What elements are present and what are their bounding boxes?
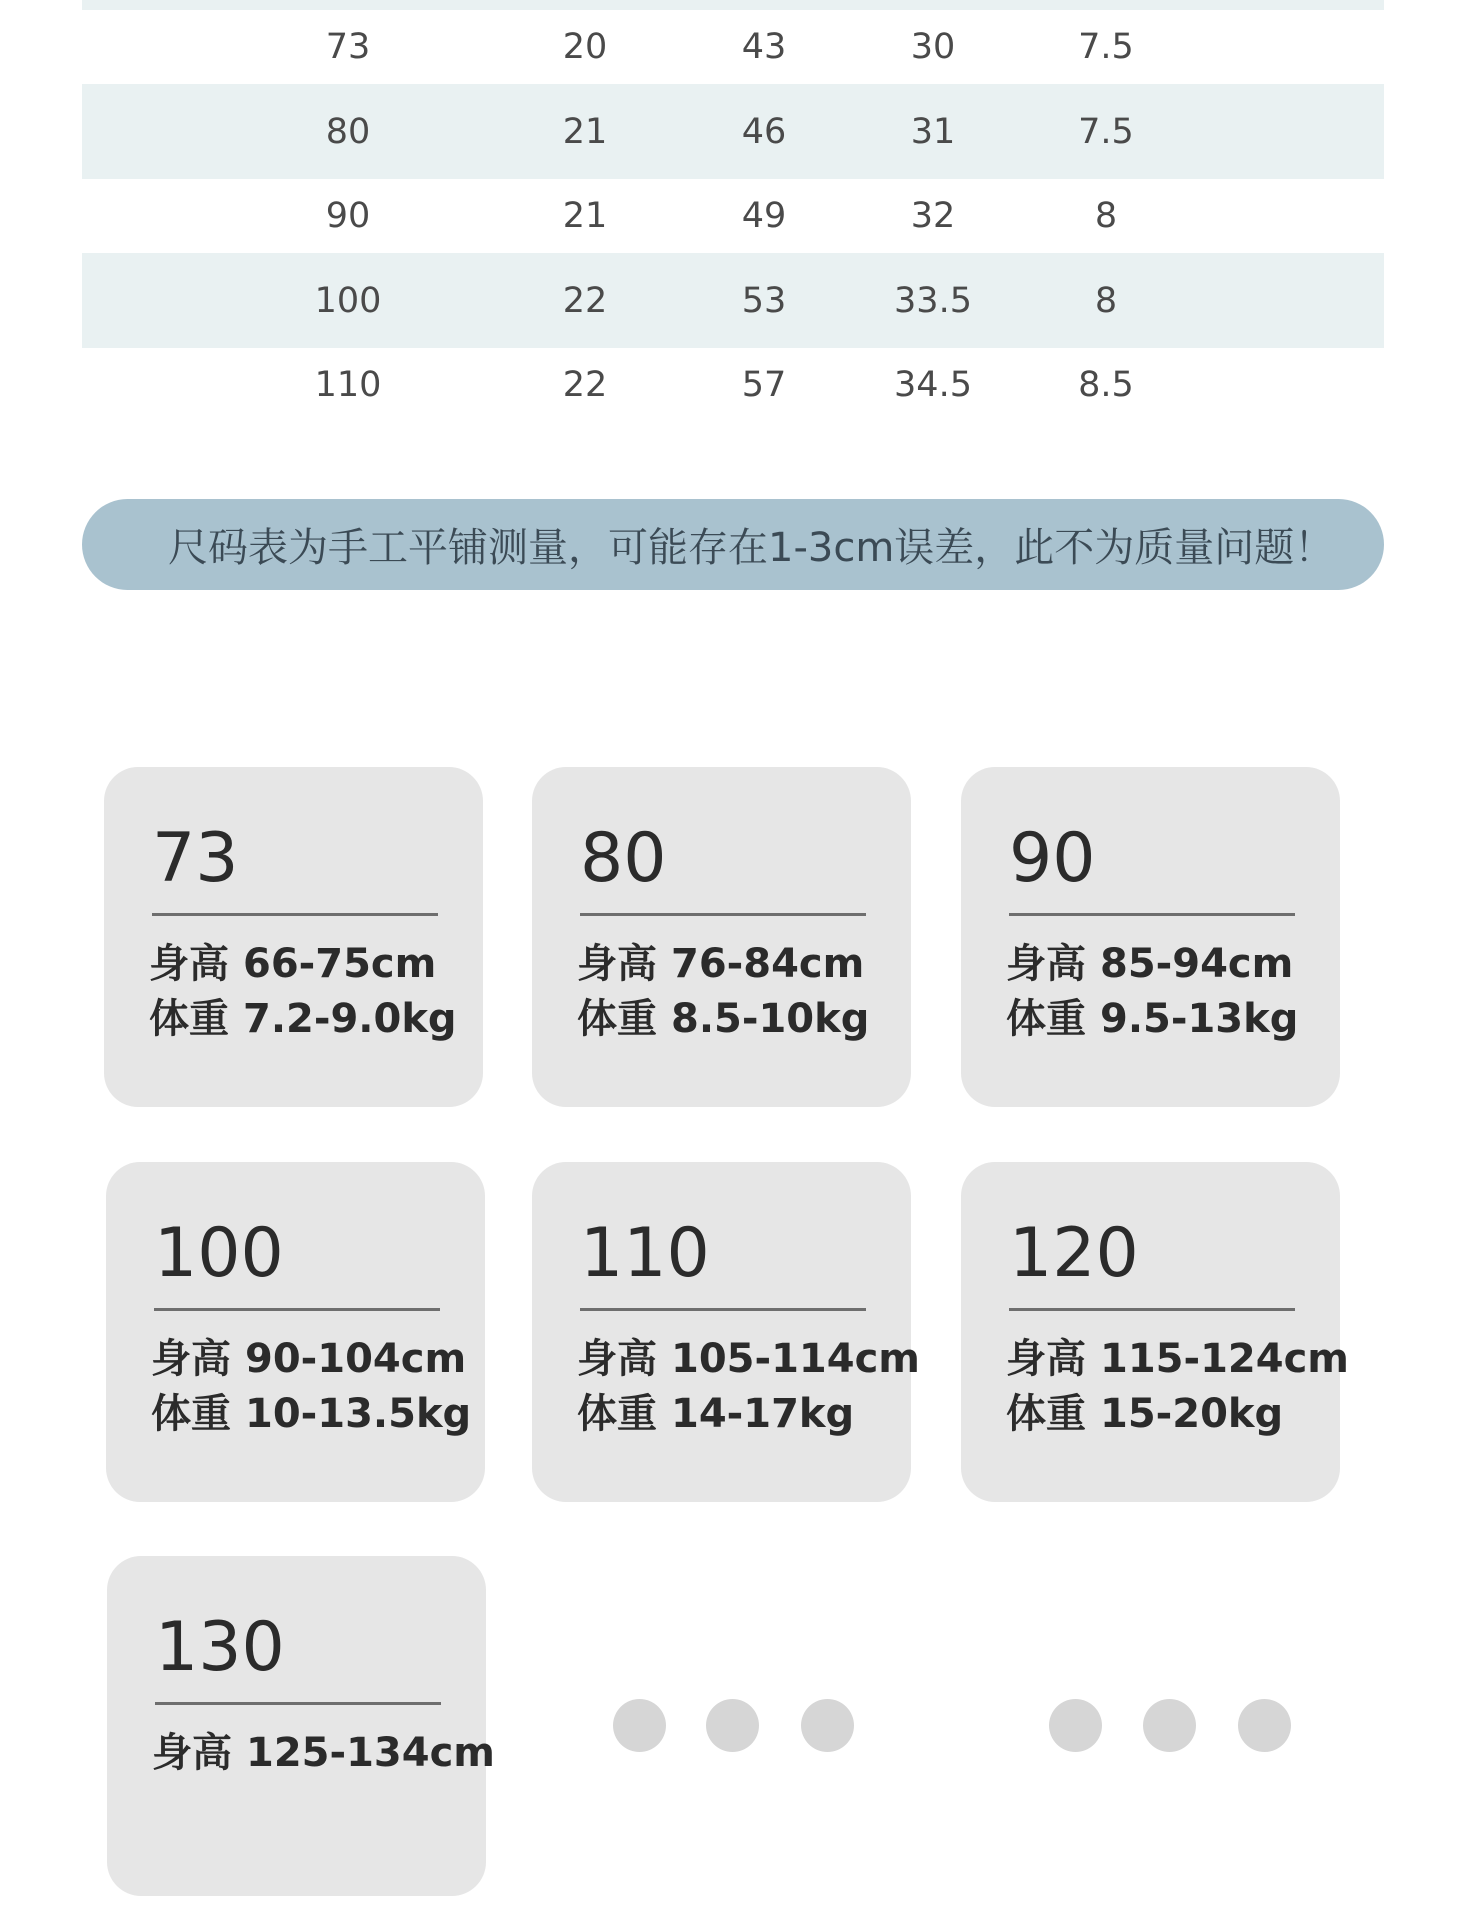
table-cell: 31 — [910, 111, 956, 152]
measurement-note-text: 尺码表为手工平铺测量，可能存在1-3cm误差，此不为质量问题！ — [168, 525, 1335, 571]
card-height-line — [577, 1336, 920, 1382]
card-weight-line — [577, 996, 870, 1042]
table-cell: 33.5 — [894, 280, 972, 321]
table-cell: 30 — [910, 27, 956, 67]
card-height-line — [1006, 941, 1294, 987]
weight-label: 体重 — [1006, 996, 1086, 1042]
weight-value: 7.2-9.0kg — [243, 996, 457, 1042]
size-card[interactable] — [532, 1162, 920, 1502]
height-value: 85-94cm — [1100, 941, 1294, 987]
height-label: 身高 — [151, 1336, 231, 1382]
size-card[interactable] — [961, 767, 1340, 1107]
card-divider — [154, 1308, 440, 1311]
table-row — [82, 84, 1384, 179]
card-size-label: 110 — [580, 1214, 710, 1293]
height-label: 身高 — [577, 1336, 657, 1382]
table-cell: 20 — [562, 27, 608, 67]
weight-label: 体重 — [149, 996, 229, 1042]
placeholder-dot — [801, 1699, 854, 1752]
table-cell: 22 — [562, 365, 608, 405]
card-divider — [1009, 1308, 1295, 1311]
table-cell: 57 — [741, 365, 787, 405]
table-cell: 110 — [314, 365, 382, 405]
card-height-line — [149, 941, 437, 987]
weight-value: 9.5-13kg — [1100, 996, 1299, 1042]
card-divider — [580, 1308, 866, 1311]
placeholder-dot — [613, 1699, 666, 1752]
table-cell: 32 — [910, 196, 956, 236]
placeholder-dot — [706, 1699, 759, 1752]
height-label: 身高 — [1006, 941, 1086, 987]
table-row — [82, 348, 1384, 422]
height-value: 125-134cm — [246, 1730, 495, 1776]
weight-label: 体重 — [1006, 1391, 1086, 1437]
height-label: 身高 — [577, 941, 657, 987]
card-divider — [155, 1702, 441, 1705]
weight-label: 体重 — [151, 1391, 231, 1437]
size-table — [82, 0, 1384, 422]
table-cell: 80 — [325, 111, 371, 152]
size-card[interactable] — [107, 1556, 495, 1896]
size-card[interactable] — [532, 767, 911, 1107]
card-height-line — [152, 1730, 495, 1776]
table-row — [82, 253, 1384, 348]
card-size-label: 90 — [1009, 819, 1096, 898]
card-size-label: 80 — [580, 819, 667, 898]
table-cell: 53 — [741, 280, 787, 321]
card-size-label: 120 — [1009, 1214, 1139, 1293]
table-cell: 90 — [325, 196, 371, 236]
table-row — [82, 10, 1384, 84]
table-row — [82, 179, 1384, 253]
placeholder-dot — [1143, 1699, 1196, 1752]
card-weight-line — [149, 996, 457, 1042]
size-card[interactable] — [961, 1162, 1349, 1502]
card-height-line — [577, 941, 865, 987]
table-cell: 21 — [562, 111, 608, 152]
table-cell: 8 — [1094, 280, 1118, 321]
table-cell: 7.5 — [1078, 111, 1134, 152]
height-value: 105-114cm — [671, 1336, 920, 1382]
table-cell: 8.5 — [1078, 365, 1134, 405]
table-cell: 7.5 — [1078, 27, 1134, 67]
weight-value: 14-17kg — [671, 1391, 855, 1437]
height-label: 身高 — [152, 1730, 232, 1776]
card-weight-line — [577, 1391, 855, 1437]
table-cell: 21 — [562, 196, 608, 236]
table-cell: 22 — [562, 280, 608, 321]
card-weight-line — [151, 1391, 472, 1437]
table-cell: 46 — [741, 111, 787, 152]
table-cell: 100 — [314, 280, 382, 321]
size-card[interactable] — [106, 1162, 485, 1502]
card-height-line — [1006, 1336, 1349, 1382]
height-value: 90-104cm — [245, 1336, 467, 1382]
height-label: 身高 — [149, 941, 229, 987]
size-card[interactable] — [104, 767, 483, 1107]
card-size-label: 130 — [155, 1608, 285, 1687]
height-label: 身高 — [1006, 1336, 1086, 1382]
height-value: 66-75cm — [243, 941, 437, 987]
weight-value: 15-20kg — [1100, 1391, 1284, 1437]
placeholder-dot — [1238, 1699, 1291, 1752]
card-height-line — [151, 1336, 467, 1382]
table-top-strip — [82, 0, 1384, 10]
card-divider — [580, 913, 866, 916]
card-divider — [1009, 913, 1295, 916]
weight-label: 体重 — [577, 996, 657, 1042]
card-weight-line — [1006, 996, 1299, 1042]
table-cell: 34.5 — [894, 365, 972, 405]
weight-value: 10-13.5kg — [245, 1391, 472, 1437]
table-cell: 73 — [325, 27, 371, 67]
weight-label: 体重 — [577, 1391, 657, 1437]
card-divider — [152, 913, 438, 916]
table-cell: 8 — [1094, 196, 1118, 236]
table-cell: 49 — [741, 196, 787, 236]
table-cell: 43 — [741, 27, 787, 67]
card-weight-line — [1006, 1391, 1284, 1437]
height-value: 76-84cm — [671, 941, 865, 987]
measurement-note-banner — [82, 499, 1384, 590]
card-size-label: 100 — [154, 1214, 284, 1293]
card-size-label: 73 — [152, 819, 239, 898]
weight-value: 8.5-10kg — [671, 996, 870, 1042]
height-value: 115-124cm — [1100, 1336, 1349, 1382]
placeholder-dot — [1049, 1699, 1102, 1752]
